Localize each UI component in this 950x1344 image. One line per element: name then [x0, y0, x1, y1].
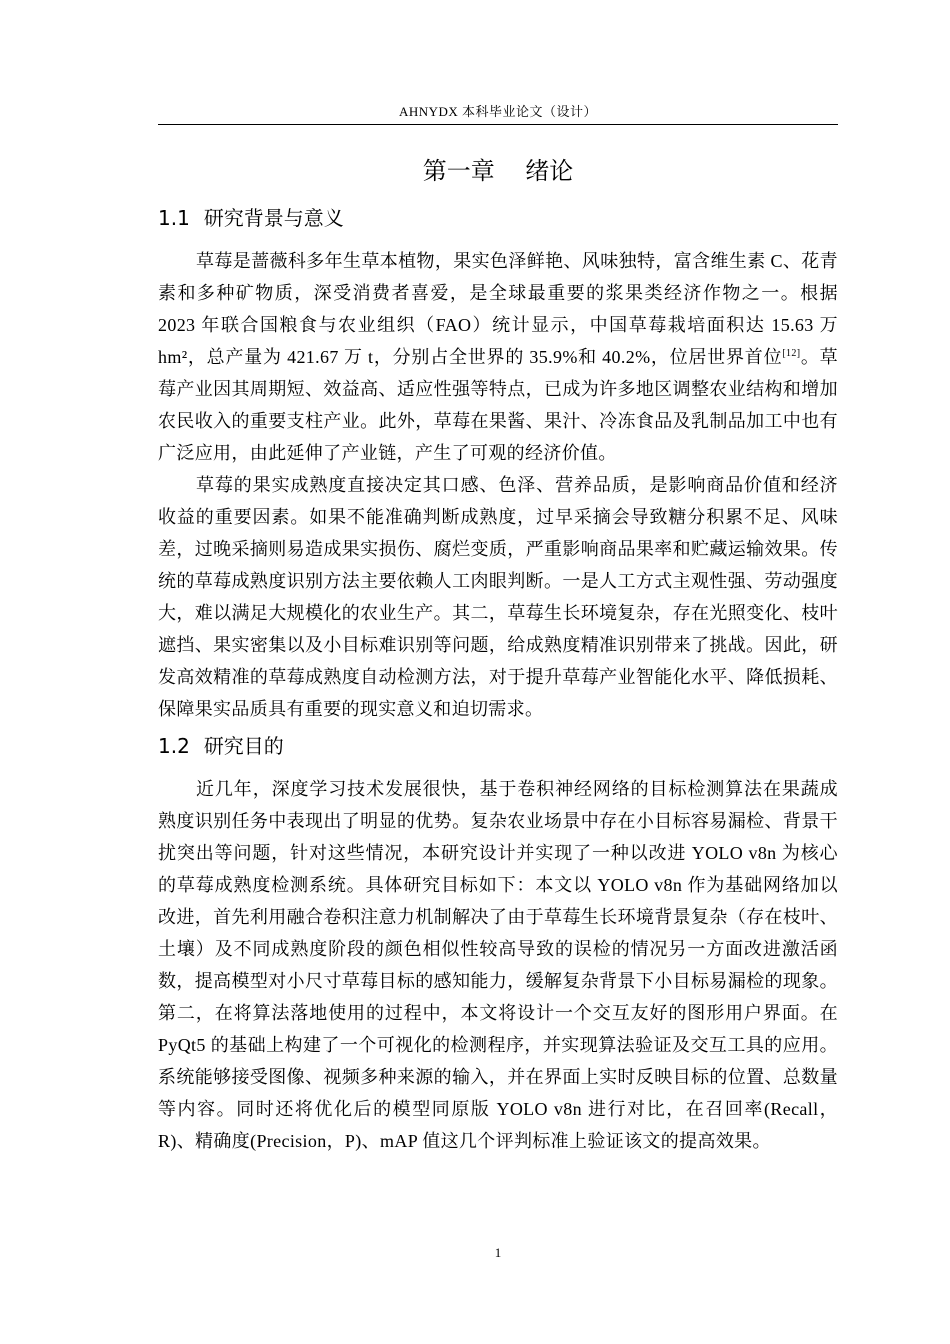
section-title: 研究目的 [203, 734, 284, 758]
paragraph-text: 。草莓产业因其周期短、效益高、适应性强等特点，已成为许多地区调整农业结构和增加农民收入的重要支柱产业。此外，草莓在果酱、果汁、冷冻食品及乳制品加工中也有广泛应用，由此延伸了产业链，产生了可观的经济价值。 [158, 347, 838, 463]
section-heading-1-2 [158, 731, 838, 761]
page-number: 1 [494, 1245, 502, 1260]
chapter-title: 第一章 绪论 [422, 157, 574, 185]
section-number: 1.2 [158, 734, 190, 758]
running-header: AHNYDX 本科毕业论文（设计） [398, 104, 598, 119]
section-number: 1.1 [158, 206, 190, 230]
paragraph-background-2 [158, 469, 838, 725]
paragraph-text: 草莓是蔷薇科多年生草本植物，果实色泽鲜艳、风味独特，富含维生素 C、花青素和多种矿物质，深受消费者喜爱，是全球最重要的浆果类经济作物之一。根据 2023 年联合国粮食与农业组织（FAO）统计显示，中国草莓栽培面积达 15.63 万 hm²，总产量为 421.67 万 t，分别占全世界的 35.9%和 40.2%，位居世界首位 [158, 251, 838, 367]
citation-marker: [12] [782, 348, 801, 359]
section-heading-1-1 [158, 203, 838, 233]
header-rule [158, 124, 838, 125]
paragraph-background-1 [158, 245, 838, 469]
paragraph-purpose [158, 773, 838, 1157]
paragraph-text: 近几年，深度学习技术发展很快，基于卷积神经网络的目标检测算法在果蔬成熟度识别任务中表现出了明显的优势。复杂农业场景中存在小目标容易漏检、背景干扰突出等问题，针对这些情况，本研究设计并实现了一种以改进 YOLO v8n 为核心的草莓成熟度检测系统。具体研究目标如下：本文以 YOLO v8n 作为基础网络加以改进，首先利用融合卷积注意力机制解决了由于草莓生长环境背景复杂（存在枝叶、土壤）及不同成熟度阶段的颜色相似性较高导致的误检的情况另一方面改进激活函数，提高模型对小尺寸草莓目标的感知能力，缓解复杂背景下小目标易漏检的现象。第二，在将算法落地使用的过程中，本文将设计一个交互友好的图形用户界面。在 PyQt5 的基础上构建了一个可视化的检测程序，并实现算法验证及交互工具的应用。系统能够接受图像、视频多种来源的输入，并在界面上实时反映目标的位置、总数量等内容。同时还将优化后的模型同原版 YOLO v8n 进行对比，在召回率(Recall，R)、精确度(Precision，P)、mAP 值这几个评判标准上验证该文的提高效果。 [158, 779, 838, 1151]
paragraph-text: 草莓的果实成熟度直接决定其口感、色泽、营养品质，是影响商品价值和经济收益的重要因素。如果不能准确判断成熟度，过早采摘会导致糖分积累不足、风味差，过晚采摘则易造成果实损伤、腐烂变质，严重影响商品果率和贮藏运输效果。传统的草莓成熟度识别方法主要依赖人工肉眼判断。一是人工方式主观性强、劳动强度大，难以满足大规模化的农业生产。其二，草莓生长环境复杂，存在光照变化、枝叶遮挡、果实密集以及小目标难识别等问题，给成熟度精准识别带来了挑战。因此，研发高效精准的草莓成熟度自动检测方法，对于提升草莓产业智能化水平、降低损耗、保障果实品质具有重要的现实意义和迫切需求。 [158, 475, 838, 719]
section-title: 研究背景与意义 [203, 206, 344, 230]
